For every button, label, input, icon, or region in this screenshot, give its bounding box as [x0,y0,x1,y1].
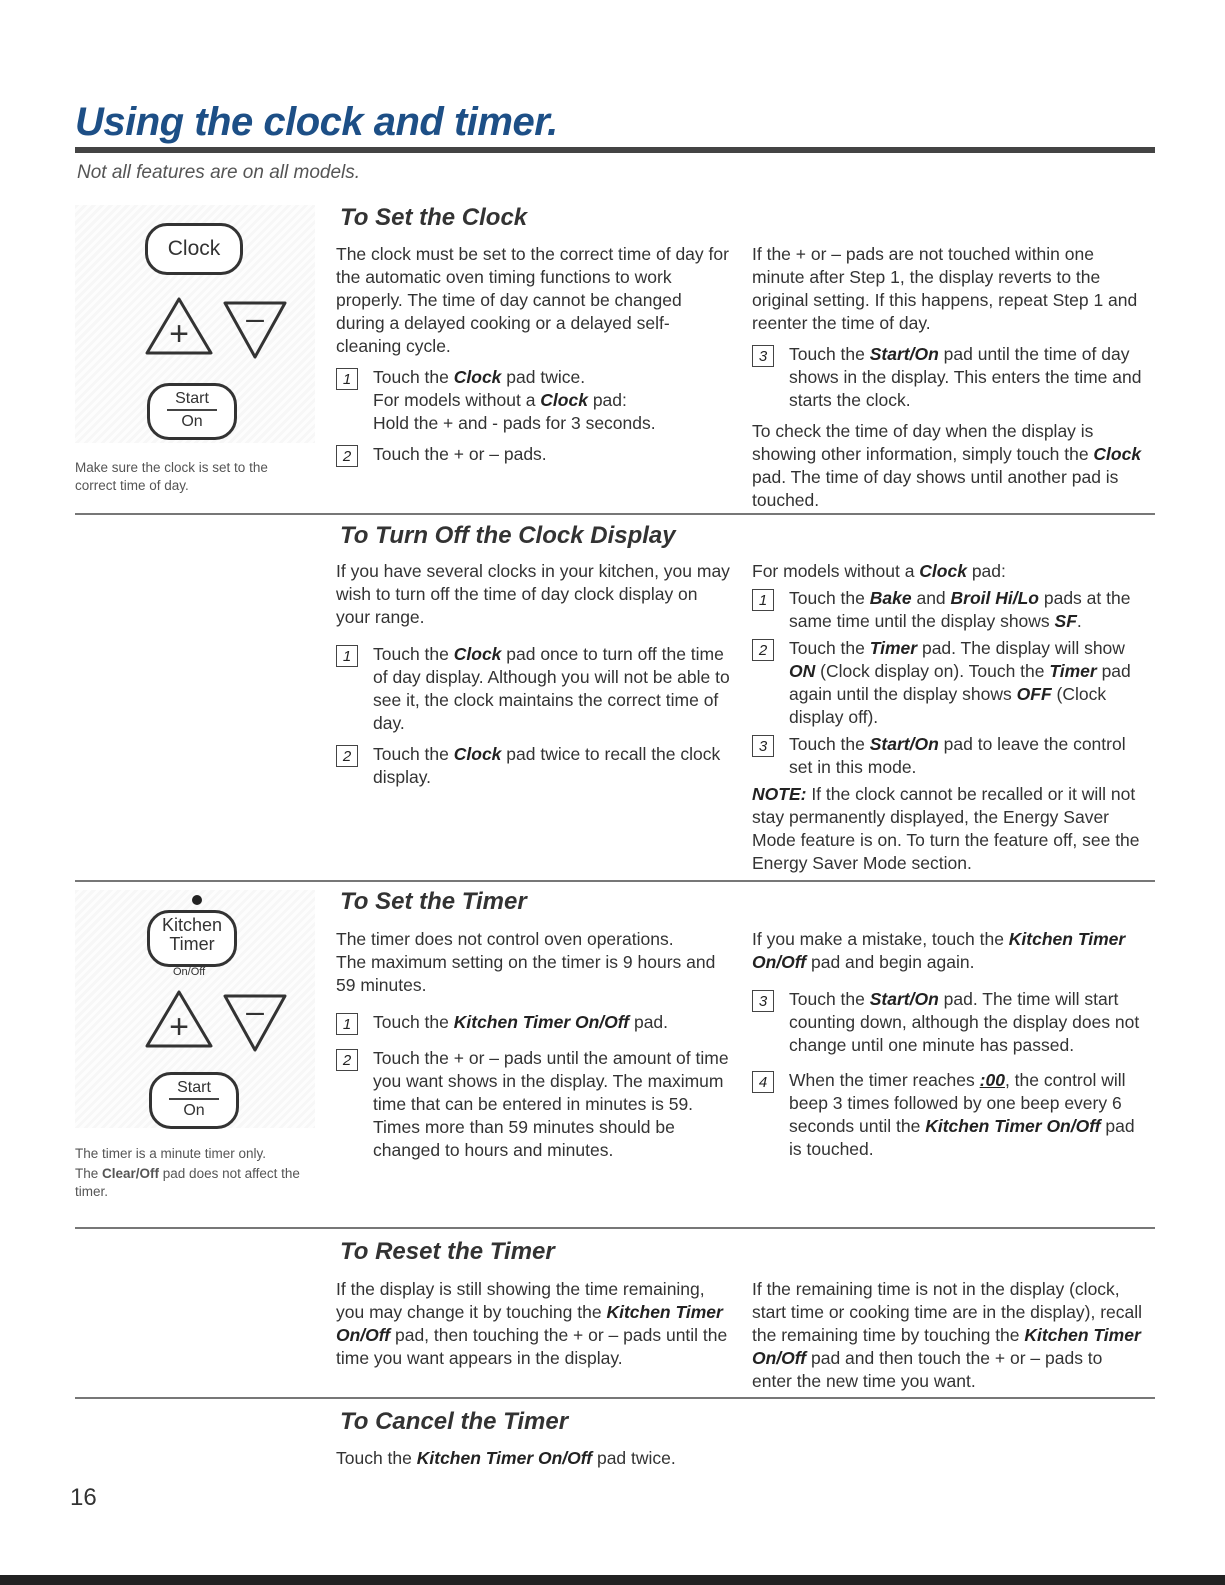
step-number-box: 4 [752,1071,774,1093]
on-pad-label: On [183,1101,205,1119]
clock-panel-caption: Make sure the clock is set to the correct time of day. [75,460,268,493]
step-number-box: 3 [752,345,774,367]
indicator-dot-icon [192,895,202,905]
minus-pad-icon [221,990,289,1054]
set-timer-heading: To Set the Timer [340,888,527,915]
start-pad-label: Start [175,390,209,407]
set-timer-intro-1: The timer does not control oven operations. [336,929,674,949]
reset-timer-heading: To Reset the Timer [340,1238,555,1265]
set-timer-intro-2: The maximum setting on the timer is 9 hours and 59 minutes. [336,952,716,995]
start-pad-label: Start [177,1079,211,1096]
set-clock-right-column [752,243,1147,520]
turn-off-clock-heading: To Turn Off the Clock Display [340,522,676,549]
step-number-box: 2 [752,639,774,661]
step-number-box: 2 [336,1049,358,1071]
on-pad-label: On [181,412,203,430]
step-number-box: 1 [336,1013,358,1035]
minus-pad-icon [221,297,289,361]
section-divider [75,1227,1155,1229]
plus-glyph: + [169,1008,189,1046]
set-clock-right-outro: To check the time of day when the display is showing other information, simply touch the Clock pad. The time of day shows until another pad is touched. [752,421,1142,510]
set-clock-left-column [336,243,731,475]
plus-pad-icon [143,988,215,1052]
turn-off-clock-alt-step-2: 2 Touch the Timer pad. The display will show ON (Clock display on). Touch the Timer pad again until the display shows OFF (Clock display off). [752,637,1147,729]
page-title: Using the clock and timer. [75,100,558,144]
title-rule [75,147,1155,153]
step-number-box: 3 [752,990,774,1012]
set-clock-step-3: 3 Touch the Start/On pad until the time of day shows in the display. This enters the time and starts the clock. [752,343,1147,412]
set-clock-step-1: 1 Touch the Clock pad twice. For models without a Clock pad: Hold the + and - pads for 3 seconds. [336,366,731,435]
set-timer-right-column [752,928,1147,1169]
set-clock-intro: The clock must be set to the correct time of day for the automatic oven timing functions to work properly. The time of day cannot be changed during a delayed cooking or a delayed self-cleaning cycle. [336,244,729,356]
turn-off-clock-step-1: 1 Touch the Clock pad once to turn off the time of day display. Although you will not be able to see it, the clock maintains the correct time of day. [336,643,731,735]
step-number-box: 2 [336,745,358,767]
set-timer-step-4: 4 When the timer reaches :00, the control will beep 3 times followed by one beep every 6 seconds until the Kitchen Timer On/Off pad is touched. [752,1069,1147,1161]
timer-control-panel [75,890,315,1128]
start-on-pad [147,383,237,440]
step-number-box: 3 [752,735,774,757]
set-timer-left-column [336,928,731,1170]
turn-off-clock-left-column [336,560,731,797]
turn-off-clock-alt-step-3: 3 Touch the Start/On pad to leave the control set in this mode. [752,733,1147,779]
step-number-box: 1 [336,368,358,390]
set-clock-heading: To Set the Clock [340,204,528,231]
cancel-timer-heading: To Cancel the Timer [340,1408,569,1435]
step-number-box: 1 [752,589,774,611]
clock-pad [145,223,243,275]
page-edge-bar [0,1575,1225,1585]
turn-off-clock-step-2: 2 Touch the Clock pad twice to recall the clock display. [336,743,731,789]
start-on-pad [149,1072,239,1129]
step-number-box: 1 [336,645,358,667]
page-subtitle: Not all features are on all models. [77,162,361,183]
page-number: 16 [70,1484,97,1511]
kitchen-pad-label: Kitchen [161,915,223,935]
set-timer-step-1: 1 Touch the Kitchen Timer On/Off pad. [336,1011,731,1035]
kitchen-timer-pad [147,910,237,967]
cancel-timer-text: Touch the Kitchen Timer On/Off pad twice. [336,1448,676,1468]
plus-pad-icon [143,295,215,359]
reset-timer-left-column: If the display is still showing the time remaining, you may change it by touching the Kitchen Timer On/Off pad, then touching the + or – pads until the time you want appears in the display. [336,1279,728,1368]
set-timer-step-2: 2 Touch the + or – pads until the amount of time you want shows in the display. The maximum time that can be entered in minutes is 59. Times more than 59 minutes should be changed to hours and minutes. [336,1047,731,1162]
step-number-box: 2 [336,445,358,467]
section-divider [75,1397,1155,1399]
section-divider [75,513,1155,515]
minus-glyph: – [246,300,264,336]
plus-glyph: + [169,315,189,353]
set-timer-right-intro: If you make a mistake, touch the Kitchen Timer On/Off pad and begin again. [752,929,1126,972]
clock-pad-label: Clock [167,237,221,260]
set-timer-step-3: 3 Touch the Start/On pad. The time will start counting down, although the display does not change until one minute has passed. [752,988,1147,1057]
turn-off-clock-alt-step-1: 1 Touch the Bake and Broil Hi/Lo pads at the same time until the display shows SF. [752,587,1147,633]
set-clock-step-2: 2 Touch the + or – pads. [336,443,731,467]
timer-panel-caption: The timer is a minute timer only. The Clear/Off pad does not affect the timer. [75,1146,300,1199]
energy-saver-note: NOTE: If the clock cannot be recalled or it will not stay permanently displayed, the Energy Saver Mode feature is on. To turn the feature off, see the Energy Saver Mode section. [752,784,1140,873]
onoff-pad-label: On/Off [173,966,206,978]
section-divider [75,880,1155,882]
set-clock-right-intro: If the + or – pads are not touched within one minute after Step 1, the display reverts to the original setting. If this happens, repeat Step 1 and reenter the time of day. [752,244,1138,333]
timer-pad-label: Timer [169,934,215,954]
pad-divider [167,409,217,411]
clock-control-panel [75,205,315,443]
pad-divider [169,1098,219,1100]
turn-off-clock-intro: If you have several clocks in your kitchen, you may wish to turn off the time of day clock display on your range. [336,561,730,627]
minus-glyph: – [246,993,264,1029]
reset-timer-right-column: If the remaining time is not in the display (clock, start time or cooking time are in the display), recall the remaining time by touching the Kitchen Timer On/Off pad and then touch the + or – pads to enter the new time you want. [752,1279,1143,1391]
turn-off-clock-right-column: For models without a Clock pad: 1 Touch the Bake and Broil Hi/Lo pads at the same time until the display shows SF. 2 Touch the Timer pad. The display will show ON (Clock display on). Touch the Timer pad again until the display shows OFF (Clock display off). 3 Touch the Start/On pad to leave the control set in this mode. NOTE: If the clock cannot be recalled or it will not stay permanently displayed, the Energy Saver Mode feature is on. To turn the feature off, see the Energy Saver Mode section. [752,560,1147,883]
